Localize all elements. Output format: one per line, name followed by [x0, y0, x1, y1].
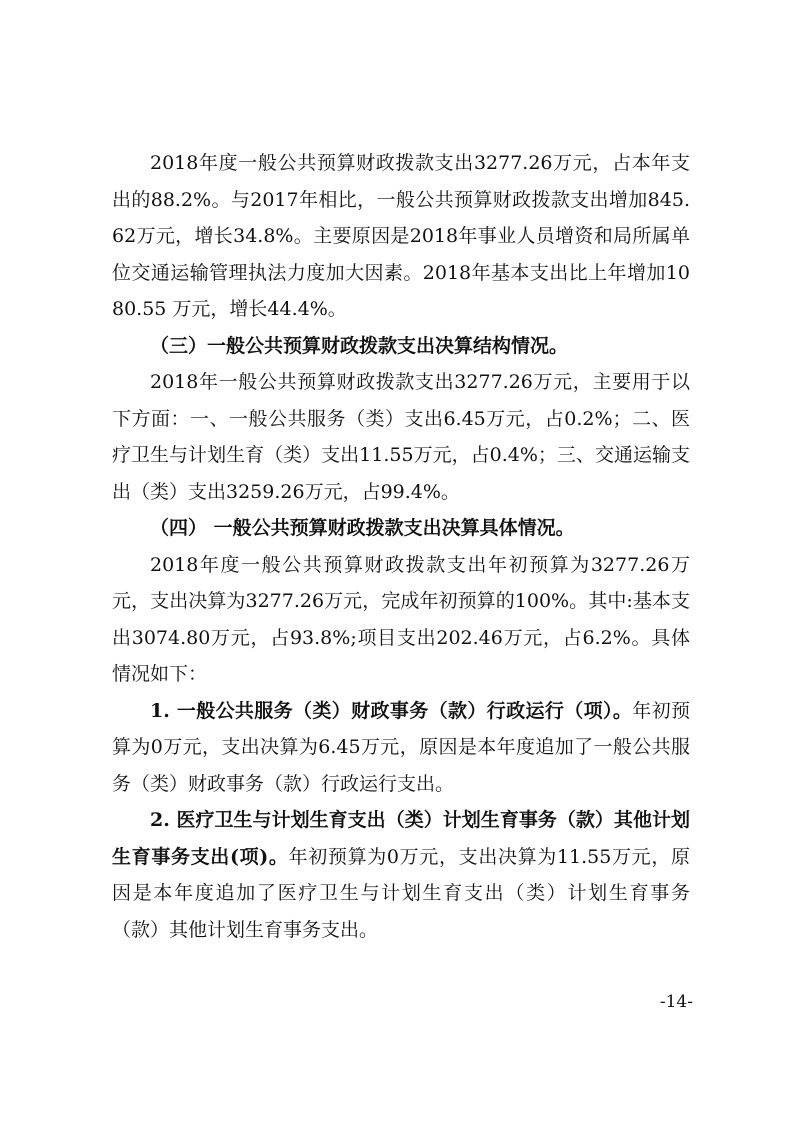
list-item-title: 2. 医疗卫生与计划生育支出（类）计划生育事务（款）其他计划生育事务支出(项)。: [112, 809, 690, 868]
list-item-general-public-services: [112, 693, 690, 803]
page-number: -14-: [659, 992, 693, 1012]
paragraph-expenditure-comparison: 2018年度一般公共预算财政拨款支出3277.26万元，占本年支出的88.2%。与2017年相比，一般公共预算财政拨款支出增加845.62万元，增长34.8%。主要原因是2018年事业人员增资和局所属单位交通运输管理执法力度加大因素。2018年基本支出比上年增加1080.55 万元，增长44.4%。: [112, 152, 690, 320]
heading-expenditure-structure: （三）一般公共预算财政拨款支出决算结构情况。: [150, 334, 569, 357]
list-item-health-family-planning: [112, 802, 690, 948]
heading-expenditure-details: （四） 一般公共预算财政拨款支出决算具体情况。: [150, 517, 575, 539]
paragraph-expenditure-details: 2018年度一般公共预算财政拨款支出年初预算为3277.26万元，支出决算为3277.26万元，完成年初预算的100%。其中:基本支出3074.80万元，占93.8%;项目支出202.46万元，占6.2%。具体情况如下：: [112, 553, 690, 685]
list-item-text: 年初预算为0万元，支出决算为11.55万元，原因是本年度追加了医疗卫生与计划生育支出（类）计划生育事务（款）其他计划生育事务支出。: [112, 845, 691, 941]
list-item-title: 1. 一般公共服务（类）财政事务（款）行政运行（项）。: [150, 699, 633, 722]
list-item-text: 年初预算为0万元，支出决算为6.45万元，原因是本年度追加了一般公共服务（类）财政事务（款）行政运行支出。: [112, 699, 690, 795]
document-body: [112, 145, 690, 948]
paragraph-expenditure-structure: 2018年一般公共预算财政拨款支出3277.26万元，主要用于以下方面：一、一般公共服务（类）支出6.45万元，占0.2%；二、医疗卫生与计划生育（类）支出11.55万元，占0.4%；三、交通运输支出（类）支出3259.26万元，占99.4%。: [112, 371, 690, 503]
